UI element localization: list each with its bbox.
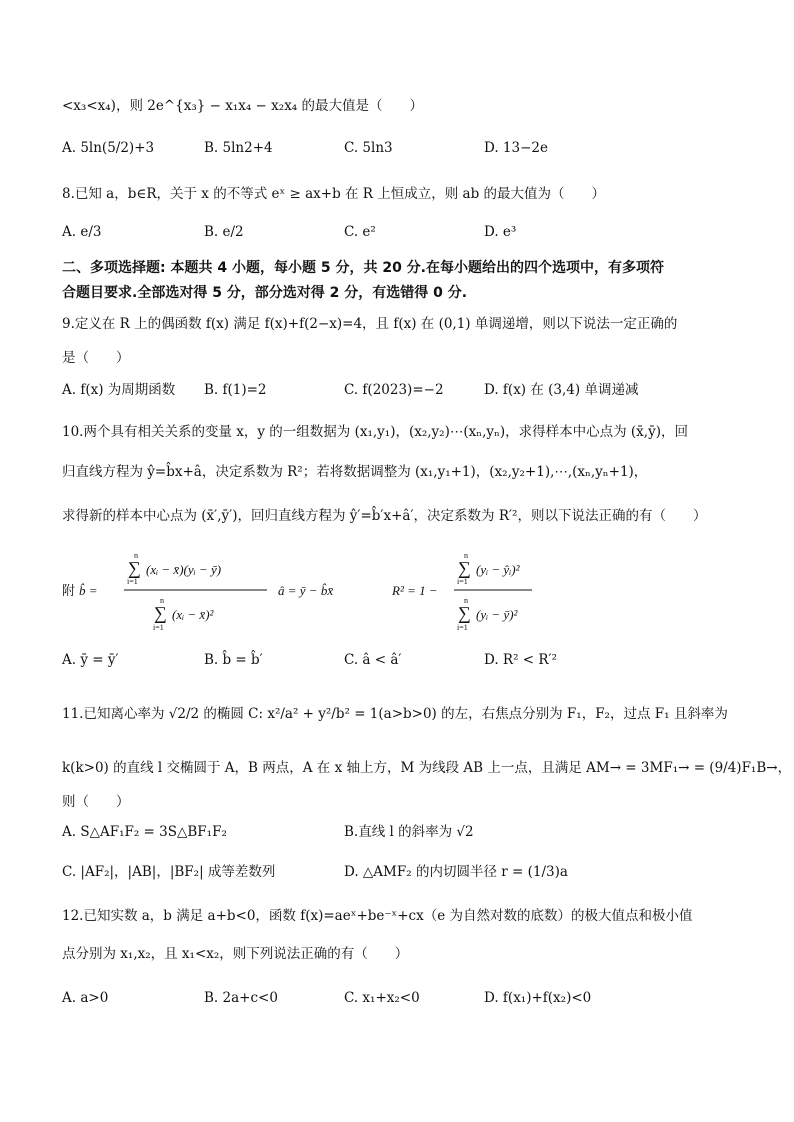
q9-option-a: A. f(x) 为周期函数 [62,382,176,398]
q11-stem-line1: 11.已知离心率为 √2/2 的椭圆 C: x²/a² + y²/b² = 1(a>b>0) 的左，右焦点分别为 F₁，F₂，过点 F₁ 且斜率为 [62,706,728,722]
r2-den-sum: ∑ [458,603,471,623]
q11-stem-line3: 则（ ） [62,794,130,810]
q12-option-b: B. 2a+c<0 [204,990,278,1006]
q7-option-a: A. 5ln(5/2)+3 [62,140,155,156]
q7-stem-tail: <x₃<x₄)，则 2e^{x₃} − x₁x₄ − x₂x₄ 的最大值是（ ） [62,98,424,114]
b-num-sum-upper: n [134,551,138,560]
q10-stem-line2: 归直线方程为 ŷ=b̂x+â，决定系数为 R²；若将数据调整为 (x₁,y₁+1)，(x₂,y₂+1),⋯,(xₙ,yₙ+1)， [62,464,648,480]
q7-option-d: D. 13−2e [484,140,548,156]
q10-stem-line3: 求得新的样本中心点为 (x̄′,ȳ′)，回归直线方程为 ŷ′=b̂′x+â′，决定系数为 R′²，则以下说法正确的有（ ） [62,508,707,524]
q7-option-b: B. 5ln2+4 [204,140,273,156]
b-numerator: (xᵢ − x̄)(yᵢ − ȳ) [146,562,222,577]
q10-option-b: B. b̂ = b̂′ [204,652,263,668]
q9-option-c: C. f(2023)=−2 [344,382,444,398]
q11-option-d: D. △AMF₂ 的内切圆半径 r = (1/3)a [344,864,568,880]
q8-option-b: B. e/2 [204,224,244,240]
r2-num-sum-upper: n [464,551,468,560]
q12-option-a: A. a>0 [62,990,109,1006]
formula-prefix: 附 [62,583,76,598]
b-num-sum: ∑ [128,558,141,578]
q11-stem-line2: k(k>0) 的直线 l 交椭圆于 A，B 两点，A 在 x 轴上方，M 为线段 AB 上一点，且满足 AM→ = 3MF₁→ = (9/4)F₁B→， [62,760,792,776]
b-num-sum-lower: i=1 [127,577,138,586]
b-den-sum-upper: n [160,596,164,605]
q12-stem-line1: 12.已知实数 a，b 满足 a+b<0，函数 f(x)=aeˣ+be⁻ˣ+cx（e 为自然对数的底数）的极大值点和极小值 [62,908,693,924]
q10-option-d: D. R² < R′² [484,652,558,668]
q12-option-c: C. x₁+x₂<0 [344,990,420,1006]
q7-option-c: C. 5ln3 [344,140,393,156]
q8-option-a: A. e/3 [62,224,102,240]
q8-stem: 8.已知 a，b∈R，关于 x 的不等式 eˣ ≥ ax+b 在 R 上恒成立，则 ab 的最大值为（ ） [62,186,606,202]
q12-stem-line2: 点分别为 x₁,x₂，且 x₁<x₂，则下列说法正确的有（ ） [62,946,409,962]
r2-num-sum: ∑ [458,558,471,578]
q8-option-d: D. e³ [484,224,517,240]
b-denominator: (xᵢ − x̄)² [172,607,214,622]
b-hat-label: b̂ = [79,583,98,598]
q11-option-c: C. |AF₂|，|AB|，|BF₂| 成等差数列 [62,864,276,880]
q8-option-c: C. e² [344,224,376,240]
q11-option-b: B.直线 l 的斜率为 √2 [344,824,474,840]
r2-den-sum-upper: n [464,596,468,605]
q11-option-a: A. S△AF₁F₂ = 3S△BF₁F₂ [62,824,227,840]
q10-stem-line1: 10.两个具有相关关系的变量 x，y 的一组数据为 (x₁,y₁)，(x₂,y₂)⋯(xₙ,yₙ)，求得样本中心点为 (x̄,ȳ)，回 [62,424,688,440]
section-heading-line2: 合题目要求.全部选对得 5 分，部分选对得 2 分，有选错得 0 分. [62,285,468,301]
q9-stem-line1: 9.定义在 R 上的偶函数 f(x) 满足 f(x)+f(2−x)=4，且 f(x) 在 (0,1) 单调递增，则以下说法一定正确的 [62,316,678,332]
q9-option-b: B. f(1)=2 [204,382,267,398]
r2-denominator: (yᵢ − ȳ)² [476,607,518,622]
r2-den-sum-lower: i=1 [457,623,468,632]
r2-num-sum-lower: i=1 [457,577,468,586]
b-den-sum: ∑ [154,603,167,623]
section-heading-line1: 二、多项选择题: 本题共 4 小题，每小题 5 分，共 20 分.在每小题给出的四个选项中，有多项符 [62,260,664,276]
r2-label: R² = 1 − [392,583,438,598]
q9-stem-line2: 是（ ） [62,350,130,366]
q10-formula-block [62,546,582,636]
q9-option-d: D. f(x) 在 (3,4) 单调递减 [484,382,639,398]
q10-option-a: A. ȳ = ȳ′ [62,652,119,668]
q12-option-d: D. f(x₁)+f(x₂)<0 [484,990,592,1006]
r2-numerator: (yᵢ − ŷᵢ)² [476,562,520,577]
q10-option-c: C. â < â′ [344,652,402,668]
b-den-sum-lower: i=1 [153,623,164,632]
a-hat-formula: â = ȳ − b̂x̄ [278,583,334,598]
